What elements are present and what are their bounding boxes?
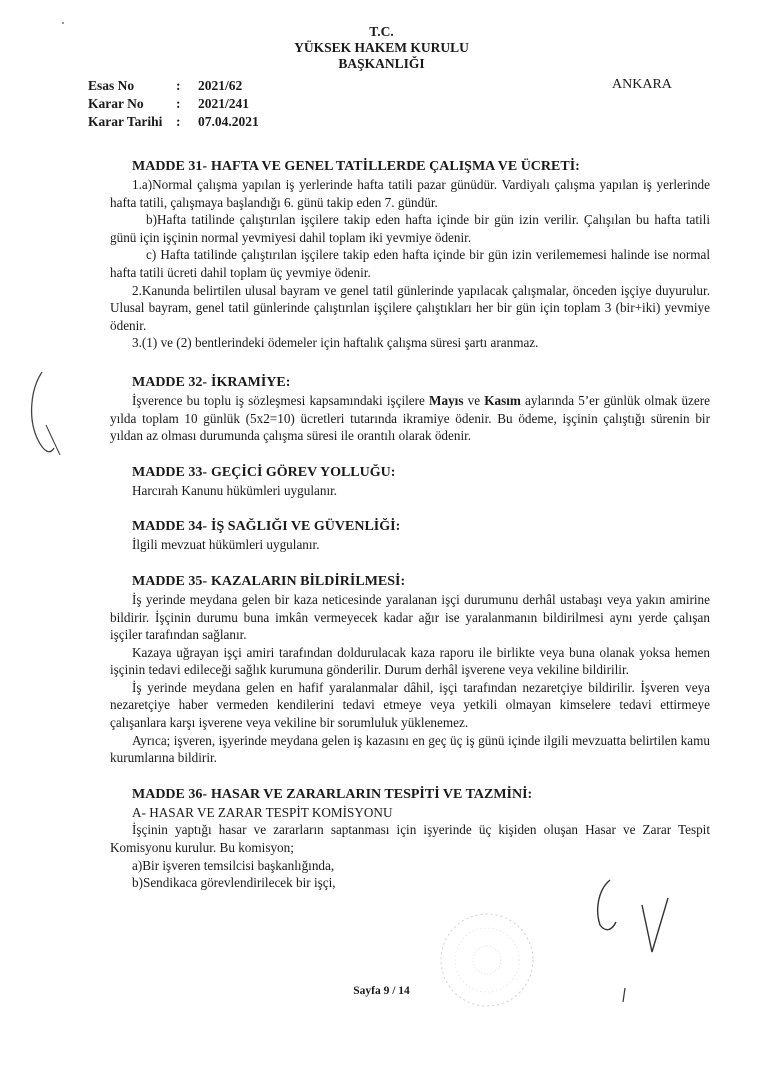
madde-31-paragraph-5: 3.(1) ve (2) bentlerindeki ödemeler için haftalık çalışma süresi şartı aranmaz.: [132, 335, 539, 351]
madde-34-number: MADDE 34-: [132, 519, 208, 535]
header-institution: YÜKSEK HAKEM KURULU: [294, 40, 469, 55]
esas-label: Esas No: [88, 78, 135, 93]
madde-33-title: GEÇİCİ GÖREV YOLLUĞU:: [211, 464, 396, 480]
madde-34-title: İŞ SAĞLIĞI VE GÜVENLİĞİ:: [211, 519, 401, 535]
city: ANKARA: [612, 77, 672, 92]
signature-initial-left: [598, 880, 616, 930]
esas-value: 2021/62: [198, 78, 243, 93]
faint-seal-stamp: [441, 914, 533, 1006]
esas-sep: :: [176, 78, 181, 93]
madde-35-title: KAZALARIN BİLDİRİLMESİ:: [211, 573, 406, 589]
header-presidency: BAŞKANLIĞI: [338, 56, 425, 71]
madde-35-paragraph-3: İş yerinde meydana gelen en hafif yaralanmalar dâhil, işçi tarafından nezaretçiye bildirilir. İşveren veya nezaretçiye haber vermeden kendilerini tedavi etmeye veya yetkili olmayan kimselere tedavi ettirmeye çalışanlara karşı işverene veya vekiline bir sorumluluk yüklenemez.: [110, 679, 710, 731]
madde-36-title: HASAR VE ZARARLARIN TESPİTİ VE TAZMİNİ:: [211, 786, 533, 802]
madde-35-number: MADDE 35-: [132, 573, 208, 589]
madde-36-subheading: A- HASAR VE ZARAR TESPİT KOMİSYONU: [132, 804, 393, 820]
madde-35-paragraph-4: Ayrıca; işveren, işyerinde meydana gelen iş kazasını en geç üç iş günü içinde ilgili mevzuatta belirtilen kamu kurumlarına bildirir.: [110, 732, 710, 766]
signature-stroke: [623, 988, 625, 1002]
madde-35-paragraph-2: Kazaya uğrayan işçi amiri tarafından doldurulacak kaza raporu ile birlikte veya buna olanak yoksa hemen işçinin tedavi edileceği sağlık kurumuna gönderilir. Durum derhâl işverene veya vekiline bildirilir.: [110, 644, 710, 678]
signature-initial-right: [642, 898, 668, 952]
madde-31-paragraph-2: b)Hafta tatilinde çalıştırılan işçilere takip eden hafta içinde bir gün izin verilir. Çalışılan bu hafta tatili günü için işçinin normal yevmiyesi dahil toplam iki yevmiye ödenir.: [110, 212, 710, 245]
margin-handwritten-mark: [32, 372, 54, 452]
madde-32-may: Mayıs: [429, 392, 464, 408]
scan-speck: [62, 22, 64, 24]
madde-32-number: MADDE 32-: [132, 374, 208, 390]
madde-35-paragraph-1: İş yerinde meydana gelen bir kaza neticesinde yaralanan işçi durumunu derhâl ustabaşı veya yakın amirine bildirir. İşçinin durumu buna imkân vermeyecek kadar ağır ise yaralanmanın bildirilmesi aynı yerde çalışan işçiler tarafından sağlanır.: [110, 591, 710, 643]
madde-31-paragraph-1: 1.a)Normal çalışma yapılan iş yerlerinde hafta tatili pazar günüdür. Vardiyalı çalışma yapılan iş yerlerinde hafta tatili, çalışmaya başlandığı 6. günü takip eden 7. gündür.: [110, 177, 710, 210]
karar-value: 2021/241: [198, 96, 250, 111]
page-number: Sayfa 9 / 14: [353, 985, 410, 997]
madde-31-title: HAFTA VE GENEL TATİLLERDE ÇALIŞMA VE ÜCRETİ:: [211, 159, 580, 174]
madde-34-paragraph-1: İlgili mevzuat hükümleri uygulanır.: [132, 537, 320, 553]
madde-32-text-b: aylarında 5’er günlük olmak üzere yılda toplam 10 günlük (5x2=10) ücretleri tutarında ikramiye ödenir. Bu ödeme, işçinin çalıştığı sürenin bir yıldan az olması durumunda çalışma süresi ile orantılı olarak ödenir.: [110, 392, 710, 444]
madde-33-paragraph-1: Harcırah Kanunu hükümleri uygulanır.: [132, 482, 338, 498]
tarih-label: Karar Tarihi: [88, 114, 163, 129]
madde-32-title: İKRAMİYE:: [211, 374, 291, 390]
madde-31-number: MADDE 31-: [132, 159, 208, 174]
madde-36-item-b: b)Sendikaca görevlendirilecek bir işçi,: [132, 875, 336, 891]
madde-31-paragraph-3: c) Hafta tatilinde çalıştırılan işçilere takip eden hafta içinde bir gün izin verilememesi halinde ise normal hafta tatili ücreti dahil toplam üç yevmiye ödenir.: [110, 247, 710, 280]
karar-sep: :: [176, 96, 181, 111]
karar-label: Karar No: [88, 96, 144, 111]
madde-32-nov: Kasım: [484, 392, 521, 408]
madde-32-and: ve: [463, 392, 485, 408]
madde-33-number: MADDE 33-: [132, 464, 208, 480]
tarih-sep: :: [176, 114, 181, 129]
madde-32-text-a: İşverence bu toplu iş sözleşmesi kapsamındaki işçilere: [132, 392, 430, 408]
madde-31-paragraph-4: 2.Kanunda belirtilen ulusal bayram ve genel tatil günlerinde yapılacak çalışmalar, önceden işçiye duyurulur. Ulusal bayram, genel tatil günlerinde çalıştırılan işçilere çalıştıkları her bir gün için toplam 3 (bir+iki) yevmiye ödenir.: [110, 282, 710, 333]
header-tc: T.C.: [369, 24, 394, 39]
tarih-value: 07.04.2021: [198, 114, 259, 129]
madde-36-paragraph-1: İşçinin yaptığı hasar ve zararların saptanması için işyerinde üç kişiden oluşan Hasar ve Zarar Tespit Komisyonu kurulur. Bu komisyon;: [110, 822, 710, 856]
madde-36-item-a: a)Bir işveren temsilcisi başkanlığında,: [132, 857, 335, 873]
madde-36-number: MADDE 36-: [132, 786, 208, 802]
